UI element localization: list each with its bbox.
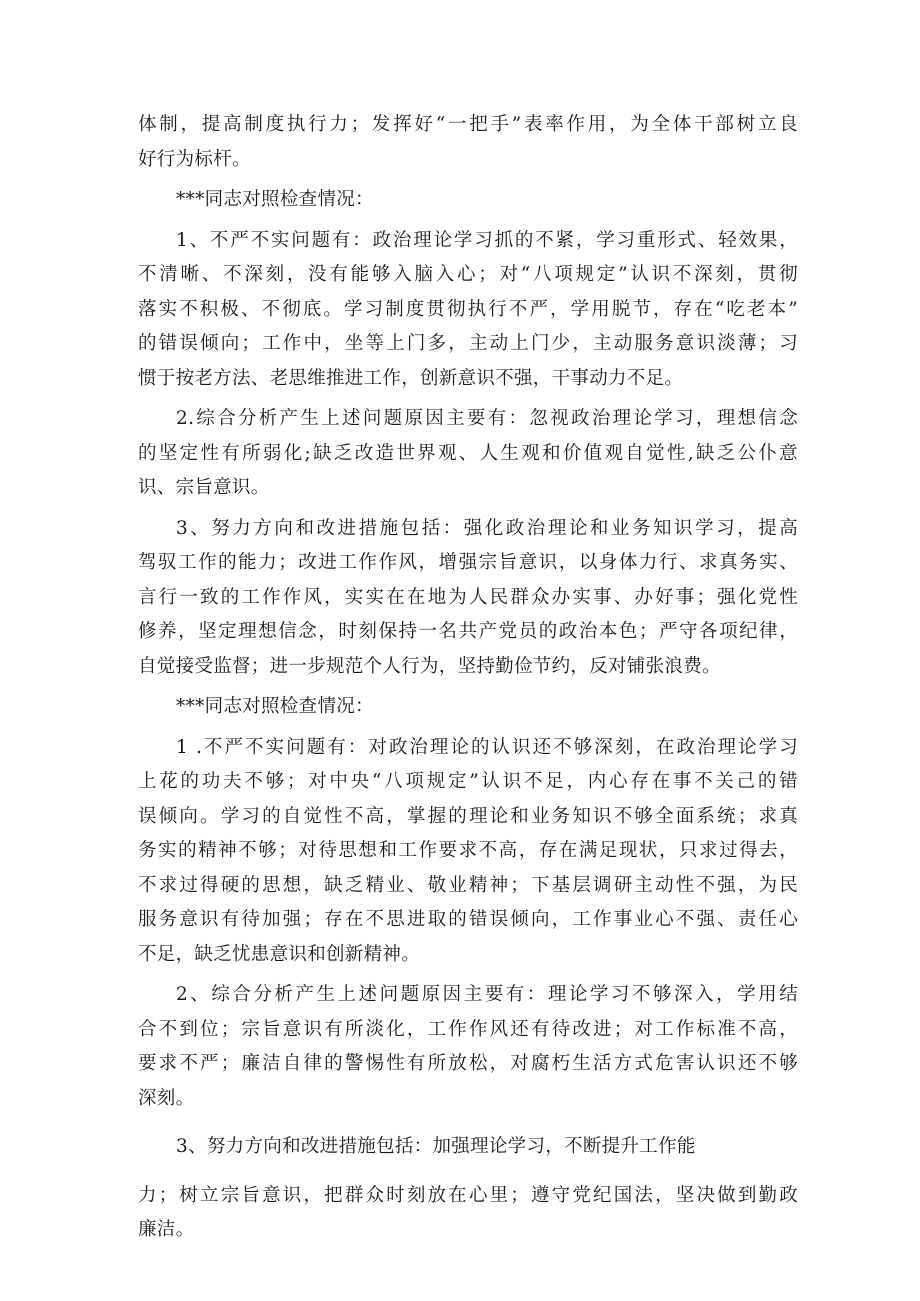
text-line: 3、努力方向和改进措施包括：加强理论学习，不断提升工作能 [176,1136,696,1157]
text-line: 落实不积极、不彻底。学习制度贯彻执行不严，学用脱节，存在“吃老本” [138,298,798,320]
paragraph [138,1179,798,1248]
text-line: 上花的功夫不够；对中央“八项规定”认识不足，内心存在事不关己的错 [138,771,798,792]
section-heading [138,690,798,725]
paragraph [138,731,798,973]
text-line: 务实的精神不够；对待思想和工作要求不高，存在满足现状，只求过得去， [138,840,798,861]
text-line: 3、努力方向和改进措施包括：强化政治理论和业务知识学习，提高 [176,517,798,539]
paragraph [138,224,798,397]
text-line: 廉洁。 [138,1219,195,1240]
text-line: 修养，坚定理想信念，时刻保持一名共产党员的政治本色；严守各项纪律， [138,621,798,642]
paragraph [138,512,798,685]
text-line: 体制，提高制度执行力；发挥好“一把手”表率作用，为全体干部树立良 [138,114,798,135]
text-line: 深刻。 [138,1087,195,1109]
text-line: 不足，缺乏忧患意识和创新精神。 [138,943,421,965]
text-line: 言行一致的工作作风，实实在在地为人民群众办实事、办好事；强化党性 [138,586,798,608]
text-line: 2、综合分析产生上述问题原因主要有：理论学习不够深入，学用结 [176,984,798,1005]
text-line: 1 .不严不实问题有：对政治理论的认识还不够深刻，在政治理论学习 [176,736,798,758]
text-line: 2.综合分析产生上述问题原因主要有：忽视政治理论学习，理想信念 [176,408,798,429]
text-line: 的坚定性有所弱化;缺乏改造世界观、人生观和价值观自觉性,缺乏公仆意 [138,442,798,464]
text-line: 服务意识有待加强；存在不思进取的错误倾向，工作事业心不强、责任心 [138,909,798,930]
text-line: 1、不严不实问题有：政治理论学习抓的不紧，学习重形式、轻效果， [176,229,798,251]
text-line: 要求不严；廉洁自律的警惕性有所放松，对腐朽生活方式危害认识还不够 [138,1053,798,1074]
text-line: 不清晰、不深刻，没有能够入脑入心；对“八项规定”认识不深刻，贯彻 [138,264,798,285]
text-line: ***同志对照检查情况： [176,696,374,717]
paragraph [138,978,798,1116]
text-line: 识、宗旨意识。 [138,477,270,498]
text-line: 自觉接受监督；进一步规范个人行为，坚持勤俭节约，反对铺张浪费。 [138,655,721,677]
text-line: 合不到位；宗旨意识有所淡化，工作作风还有待改进；对工作标准不高， [138,1018,798,1040]
section-heading [138,183,798,218]
text-line: 误倾向。学习的自觉性不高，掌握的理论和业务知识不够全面系统；求真 [138,805,798,827]
text-line: 惯于按老方法、老思维推进工作，创新意识不强，干事动力不足。 [138,367,684,389]
text-line: 不求过得硬的思想，缺乏精业、敬业精神；下基层调研主动性不强，为民 [138,874,798,896]
text-line: ***同志对照检查情况： [176,189,374,210]
paragraph [138,402,798,506]
paragraph [138,108,798,177]
text-line: 好行为标杆。 [138,148,251,170]
paragraph [138,1130,798,1165]
text-line: 力；树立宗旨意识，把群众时刻放在心里；遵守党纪国法，坚决做到勤政 [138,1184,798,1206]
text-line: 驾驭工作的能力；改进工作作风，增强宗旨意识，以身体力行、求真务实、 [138,552,798,573]
document-page [138,108,798,1248]
text-line: 的错误倾向；工作中，坐等上门多，主动上门少，主动服务意识淡薄；习 [138,333,798,354]
